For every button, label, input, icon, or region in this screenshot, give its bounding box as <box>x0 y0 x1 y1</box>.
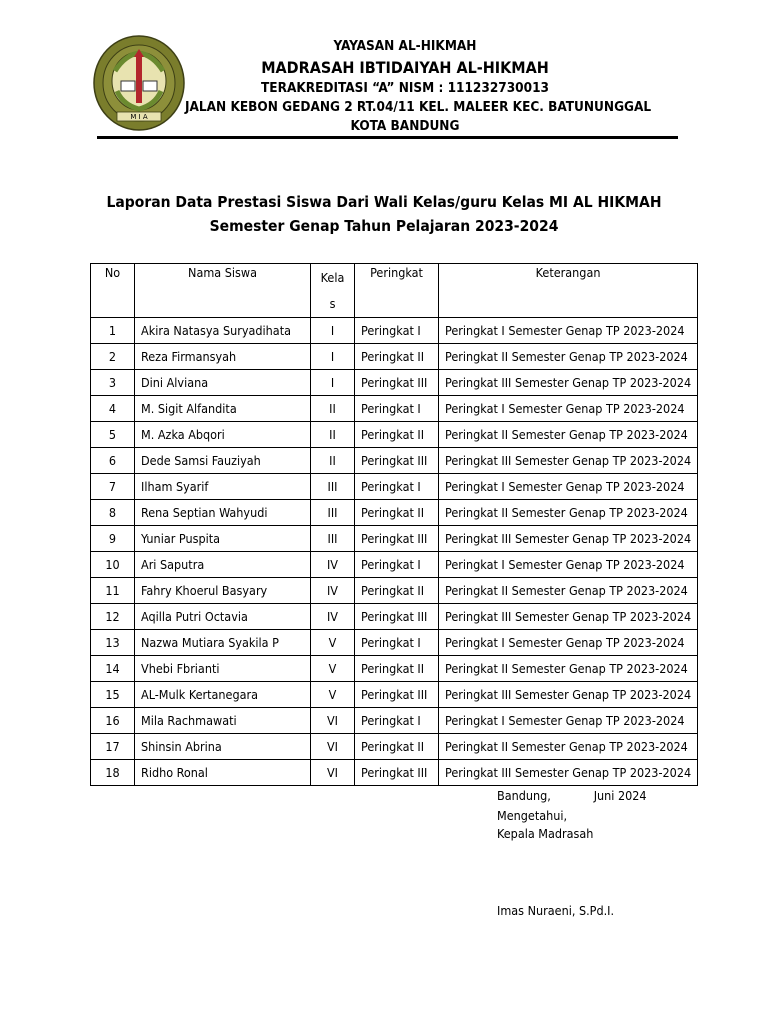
row-note: Peringkat III Semester Genap TP 2023-2024 <box>439 682 698 708</box>
row-note: Peringkat I Semester Genap TP 2023-2024 <box>439 552 698 578</box>
row-class: VI <box>311 708 355 734</box>
row-no: 15 <box>91 682 135 708</box>
table-row <box>91 318 698 344</box>
header-rank: Peringkat <box>355 264 439 318</box>
row-rank: Peringkat II <box>355 734 439 760</box>
row-name: Shinsin Abrina <box>135 734 311 760</box>
row-rank: Peringkat II <box>355 500 439 526</box>
row-rank: Peringkat III <box>355 526 439 552</box>
row-name: Reza Firmansyah <box>135 344 311 370</box>
logo-text: M I A <box>130 113 148 121</box>
table-row <box>91 474 698 500</box>
row-name: Fahry Khoerul Basyary <box>135 578 311 604</box>
school-name: MADRASAH IBTIDAIYAH AL-HIKMAH <box>261 58 549 77</box>
row-name: Mila Rachmawati <box>135 708 311 734</box>
row-no: 11 <box>91 578 135 604</box>
header-class-part2: s <box>329 296 336 311</box>
row-no: 16 <box>91 708 135 734</box>
row-class: III <box>311 500 355 526</box>
table-row <box>91 552 698 578</box>
row-note: Peringkat II Semester Genap TP 2023-2024 <box>439 734 698 760</box>
table-row <box>91 656 698 682</box>
row-no: 4 <box>91 396 135 422</box>
row-rank: Peringkat II <box>355 656 439 682</box>
row-name: M. Azka Abqori <box>135 422 311 448</box>
row-name: Ridho Ronal <box>135 760 311 786</box>
table-row <box>91 682 698 708</box>
row-class: IV <box>311 552 355 578</box>
row-note: Peringkat III Semester Genap TP 2023-2024 <box>439 604 698 630</box>
header-name: Nama Siswa <box>135 264 311 318</box>
row-class: VI <box>311 760 355 786</box>
row-rank: Peringkat II <box>355 578 439 604</box>
row-no: 9 <box>91 526 135 552</box>
row-note: Peringkat III Semester Genap TP 2023-2024 <box>439 370 698 396</box>
row-class: V <box>311 682 355 708</box>
row-class: IV <box>311 604 355 630</box>
header-no: No <box>91 264 135 318</box>
report-title: Laporan Data Prestasi Siswa Dari Wali Kelas/guru Kelas MI AL HIKMAH <box>106 193 662 211</box>
table-row <box>91 422 698 448</box>
row-rank: Peringkat I <box>355 630 439 656</box>
row-note: Peringkat II Semester Genap TP 2023-2024 <box>439 656 698 682</box>
row-no: 3 <box>91 370 135 396</box>
row-note: Peringkat I Semester Genap TP 2023-2024 <box>439 630 698 656</box>
row-name: M. Sigit Alfandita <box>135 396 311 422</box>
row-no: 5 <box>91 422 135 448</box>
row-no: 2 <box>91 344 135 370</box>
table-row <box>91 344 698 370</box>
row-note: Peringkat III Semester Genap TP 2023-2024 <box>439 448 698 474</box>
row-class: III <box>311 474 355 500</box>
address-line: JALAN KEBON GEDANG 2 RT.04/11 KEL. MALEER KEC. BATUNUNGGAL <box>185 99 652 115</box>
row-no: 8 <box>91 500 135 526</box>
header-class-part1: Kela <box>320 270 345 285</box>
row-name: Akira Natasya Suryadihata <box>135 318 311 344</box>
row-class: II <box>311 448 355 474</box>
table-row <box>91 448 698 474</box>
city-line: KOTA BANDUNG <box>350 118 460 134</box>
school-logo-icon <box>93 35 185 131</box>
signature-place-date: Bandung, Juni 2024 <box>497 788 647 803</box>
header-class <box>311 264 355 318</box>
row-name: Rena Septian Wahyudi <box>135 500 311 526</box>
foundation-name: YAYASAN AL-HIKMAH <box>333 38 477 54</box>
table-row <box>91 630 698 656</box>
signature-position: Kepala Madrasah <box>497 826 594 841</box>
row-no: 7 <box>91 474 135 500</box>
table-row <box>91 526 698 552</box>
row-name: Nazwa Mutiara Syakila P <box>135 630 311 656</box>
row-note: Peringkat III Semester Genap TP 2023-2024 <box>439 526 698 552</box>
row-name: Dede Samsi Fauziyah <box>135 448 311 474</box>
row-no: 17 <box>91 734 135 760</box>
row-rank: Peringkat III <box>355 448 439 474</box>
row-class: V <box>311 630 355 656</box>
signature-name: Imas Nuraeni, S.Pd.I. <box>497 903 615 918</box>
row-name: Aqilla Putri Octavia <box>135 604 311 630</box>
row-rank: Peringkat III <box>355 682 439 708</box>
row-note: Peringkat III Semester Genap TP 2023-2024 <box>439 760 698 786</box>
row-rank: Peringkat I <box>355 396 439 422</box>
row-note: Peringkat II Semester Genap TP 2023-2024 <box>439 578 698 604</box>
row-name: Yuniar Puspita <box>135 526 311 552</box>
row-class: I <box>311 370 355 396</box>
row-note: Peringkat II Semester Genap TP 2023-2024 <box>439 500 698 526</box>
table-row <box>91 370 698 396</box>
row-rank: Peringkat I <box>355 708 439 734</box>
row-no: 1 <box>91 318 135 344</box>
row-rank: Peringkat II <box>355 422 439 448</box>
row-class: V <box>311 656 355 682</box>
row-name: Dini Alviana <box>135 370 311 396</box>
table-row <box>91 604 698 630</box>
row-rank: Peringkat III <box>355 760 439 786</box>
row-class: IV <box>311 578 355 604</box>
table-row <box>91 734 698 760</box>
header-divider <box>97 136 678 139</box>
row-name: Vhebi Fbrianti <box>135 656 311 682</box>
achievement-table <box>90 263 698 786</box>
report-subtitle: Semester Genap Tahun Pelajaran 2023-2024 <box>209 217 559 235</box>
row-rank: Peringkat I <box>355 318 439 344</box>
row-name: Ari Saputra <box>135 552 311 578</box>
row-class: I <box>311 344 355 370</box>
row-note: Peringkat I Semester Genap TP 2023-2024 <box>439 396 698 422</box>
row-class: III <box>311 526 355 552</box>
row-rank: Peringkat I <box>355 552 439 578</box>
table-header-row <box>91 264 698 318</box>
accreditation-line: TERAKREDITASI “A” NISM : 111232730013 <box>261 80 549 96</box>
table-row <box>91 578 698 604</box>
row-no: 18 <box>91 760 135 786</box>
table-row <box>91 708 698 734</box>
table-row <box>91 760 698 786</box>
header-note: Keterangan <box>439 264 698 318</box>
row-note: Peringkat II Semester Genap TP 2023-2024 <box>439 422 698 448</box>
row-class: VI <box>311 734 355 760</box>
row-rank: Peringkat I <box>355 474 439 500</box>
row-rank: Peringkat III <box>355 604 439 630</box>
row-note: Peringkat I Semester Genap TP 2023-2024 <box>439 708 698 734</box>
row-rank: Peringkat II <box>355 344 439 370</box>
row-note: Peringkat I Semester Genap TP 2023-2024 <box>439 318 698 344</box>
table-row <box>91 396 698 422</box>
signature-acknowledged: Mengetahui, <box>497 808 568 823</box>
row-note: Peringkat I Semester Genap TP 2023-2024 <box>439 474 698 500</box>
row-class: I <box>311 318 355 344</box>
row-class: II <box>311 396 355 422</box>
row-class: II <box>311 422 355 448</box>
row-name: Ilham Syarif <box>135 474 311 500</box>
row-note: Peringkat II Semester Genap TP 2023-2024 <box>439 344 698 370</box>
table-row <box>91 500 698 526</box>
row-rank: Peringkat III <box>355 370 439 396</box>
row-no: 12 <box>91 604 135 630</box>
row-no: 10 <box>91 552 135 578</box>
row-no: 14 <box>91 656 135 682</box>
row-no: 6 <box>91 448 135 474</box>
row-no: 13 <box>91 630 135 656</box>
row-name: AL-Mulk Kertanegara <box>135 682 311 708</box>
